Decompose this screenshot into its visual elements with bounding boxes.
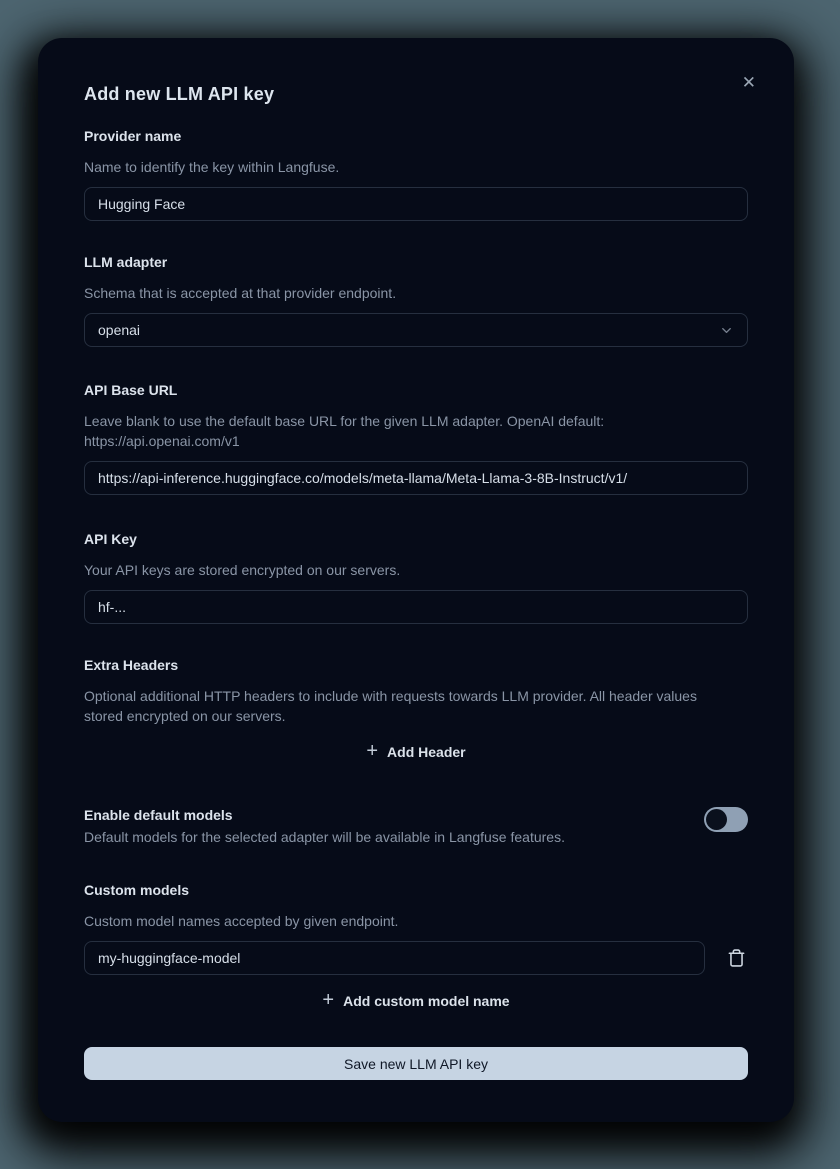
api-base-url-field xyxy=(84,380,748,495)
close-icon[interactable]: ✕ xyxy=(736,68,762,97)
llm-adapter-select[interactable] xyxy=(84,313,748,347)
trash-icon xyxy=(727,948,746,968)
save-new-llm-api-key-button[interactable]: Save new LLM API key xyxy=(84,1047,748,1080)
api-base-url-label: API Base URL xyxy=(84,382,178,398)
api-base-url-input[interactable] xyxy=(84,461,748,495)
extra-headers-description: Optional additional HTTP headers to include with requests towards LLM provider. All header values stored encrypted on our servers. xyxy=(84,688,697,724)
llm-adapter-field xyxy=(84,252,748,347)
provider-name-field xyxy=(84,126,748,221)
enable-default-models-description: Default models for the selected adapter will be available in Langfuse features. xyxy=(84,829,565,845)
add-llm-api-key-dialog xyxy=(38,38,794,1122)
chevron-down-icon xyxy=(719,323,734,338)
add-custom-model-button[interactable] xyxy=(322,987,509,1015)
extra-headers-label: Extra Headers xyxy=(84,657,179,673)
llm-adapter-selected-value: openai xyxy=(98,322,141,338)
dialog-title: Add new LLM API key xyxy=(84,84,275,104)
custom-models-description: Custom model names accepted by given endpoint. xyxy=(84,913,399,929)
enable-default-models-field xyxy=(84,805,748,847)
provider-name-label: Provider name xyxy=(84,128,182,144)
llm-adapter-description: Schema that is accepted at that provider endpoint. xyxy=(84,285,397,301)
toggle-knob xyxy=(706,809,727,830)
delete-custom-model-button[interactable] xyxy=(725,946,748,970)
plus-icon: + xyxy=(322,989,335,1011)
enable-default-models-texts xyxy=(84,805,565,847)
llm-adapter-label: LLM adapter xyxy=(84,254,168,270)
enable-default-models-label: Enable default models xyxy=(84,807,233,823)
custom-model-row xyxy=(84,941,748,975)
enable-default-models-toggle[interactable] xyxy=(704,807,748,832)
add-custom-model-button-label: Add custom model name xyxy=(343,993,510,1009)
extra-headers-field xyxy=(84,655,748,766)
custom-models-field xyxy=(84,880,748,1080)
api-key-description: Your API keys are stored encrypted on our servers. xyxy=(84,562,401,578)
provider-name-input[interactable] xyxy=(84,187,748,221)
plus-icon: + xyxy=(366,740,379,762)
api-key-input[interactable] xyxy=(84,590,748,624)
api-key-label: API Key xyxy=(84,531,137,547)
add-header-button[interactable] xyxy=(366,738,465,766)
provider-name-description: Name to identify the key within Langfuse. xyxy=(84,159,340,175)
api-key-field xyxy=(84,529,748,624)
add-header-button-label: Add Header xyxy=(387,744,466,760)
custom-model-name-input[interactable] xyxy=(84,941,705,975)
api-base-url-description: Leave blank to use the default base URL for the given LLM adapter. OpenAI default: https://api.openai.com/v1 xyxy=(84,413,605,449)
custom-models-label: Custom models xyxy=(84,882,190,898)
